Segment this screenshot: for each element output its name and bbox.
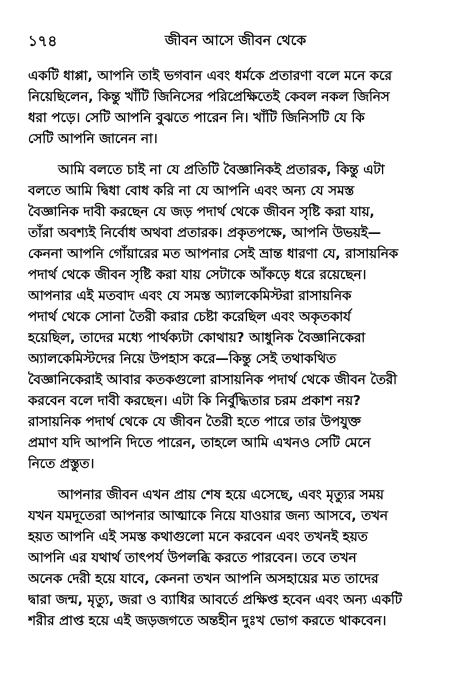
- text-line: ধরা পড়ে। সেটি আপনি বুঝতে পারেন নি। খাঁটি জিনিসটি যে কি: [28, 111, 365, 126]
- text-line: বৈজ্ঞানিকেরাই আবার কতকগুলো রাসায়নিক পদার্থ থেকে জীবন তৈরী: [28, 373, 397, 388]
- text-line: করবেন বলে দাবী করছেন। এটা কি নির্বুদ্ধিতার চরম প্রকাশ নয়?: [28, 394, 361, 409]
- paragraph-1: [28, 66, 443, 150]
- text-line: শরীর প্রাপ্ত হয়ে এই জড়জগতে অন্তহীন দুঃখ ভোগ করতে থাকবেন।: [28, 614, 387, 629]
- text-line: আপনি এর যথার্থ তাৎপর্য উপলব্ধি করতে পারবেন। তবে তখন: [28, 551, 357, 566]
- text-line: কেননা আপনি গোঁয়ারের মত আপনার সেই ভ্রান্ত ধারণা যে, রাসায়নিক: [28, 247, 399, 262]
- paragraph-2: [28, 160, 443, 475]
- text-line: অ্যালকেমিস্টদের নিয়ে উপহাস করে—কিন্তু সেই তথাকথিত: [28, 352, 337, 367]
- text-line: নিয়েছিলেন, কিন্তু খাঁটি জিনিসের পরিপ্রেক্ষিতেই কেবল নকল জিনিস: [28, 90, 390, 105]
- page-header: [28, 34, 443, 58]
- text-line: পদার্থ থেকে জীবন সৃষ্টি করা যায় সেটাকে আঁকড়ে ধরে রয়েছেন।: [28, 268, 367, 283]
- page-number: ১৭৪: [28, 32, 58, 50]
- paragraph-3: [28, 485, 443, 632]
- text-line: একটি ধাপ্পা, আপনি তাই ভগবান এবং ধর্মকে প্রতারণা বলে মনে করে: [28, 69, 392, 84]
- text-line: আপনার জীবন এখন প্রায় শেষ হয়ে এসেছে, এবং মৃত্যুর সময়: [58, 488, 384, 503]
- text-line: বৈজ্ঞানিক দাবী করছেন যে জড় পদার্থ থেকে জীবন সৃষ্টি করা যায়,: [28, 205, 375, 220]
- text-line: যখন যমদূতেরা আপনার আত্মাকে নিয়ে যাওয়ার জন্য আসবে, তখন: [28, 509, 388, 524]
- text-line: নিতে প্রস্তুত।: [28, 457, 95, 472]
- text-line: আমি বলতে চাই না যে প্রতিটি বৈজ্ঞানিকই প্রতারক, কিন্তু এটা: [58, 163, 385, 178]
- text-line: সেটি আপনি জানেন না।: [28, 132, 158, 147]
- text-line: পদার্থ থেকে সোনা তৈরী করার চেষ্টা করেছিল এবং অকৃতকার্য: [28, 310, 351, 325]
- text-line: হয়েছিল, তাদের মধ্যে পার্থক্যটা কোথায়? আধুনিক বৈজ্ঞানিকেরা: [28, 331, 366, 346]
- text-line: তাঁরা অবশ্যই নির্বোধ অথবা প্রতারক। প্রকৃতপক্ষে, আপনি উভয়ই—: [28, 226, 382, 241]
- text-line: বলতে আমি দ্বিধা বোধ করি না যে আপনি এবং অন্য যে সমস্ত: [28, 184, 354, 199]
- text-line: আপনার এই মতবাদ এবং যে সমস্ত অ্যালকেমিস্টরা রাসায়নিক: [28, 289, 352, 304]
- text-line: অনেক দেরী হয়ে যাবে, কেননা তখন আপনি অসহায়ের মত তাদের: [28, 572, 379, 587]
- text-line: প্রমাণ যদি আপনি দিতে পারেন, তাহলে আমি এখনও সেটি মেনে: [28, 436, 371, 451]
- page-body: [28, 66, 443, 632]
- text-line: হয়ত আপনি এই সমস্ত কথাগুলো মনে করবেন এবং তখনই হয়ত: [28, 530, 368, 545]
- text-line: রাসায়নিক পদার্থ থেকে যে জীবন তৈরী হতে পারে তার উপযুক্ত: [28, 415, 361, 430]
- running-title: জীবন আসে জীবন থেকে: [164, 33, 307, 49]
- text-line: দ্বারা জন্ম, মৃত্যু, জরা ও ব্যাধির আবর্তে প্রক্ষিপ্ত হবেন এবং অন্য একটি: [28, 593, 403, 608]
